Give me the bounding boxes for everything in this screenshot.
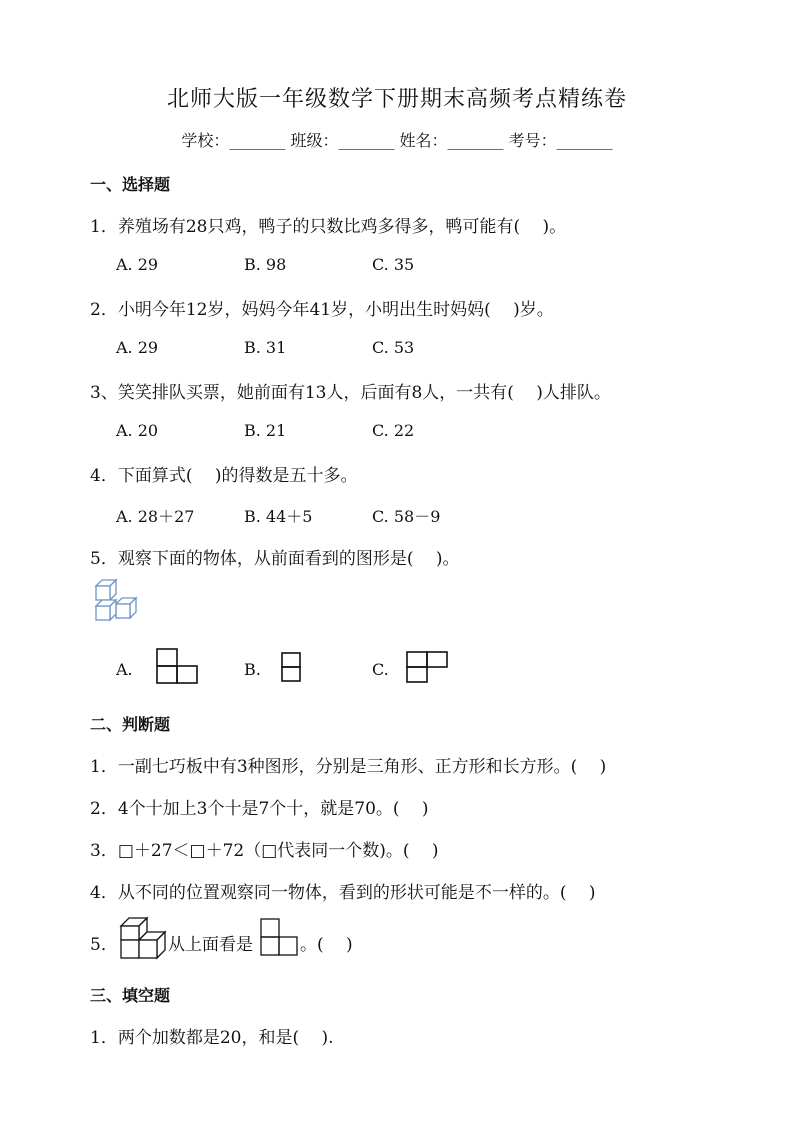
student-info-line: 学校：_______ 班级：_______ 姓名：_______ 考号：_______ <box>181 131 613 150</box>
page-title: 北师大版一年级数学下册期末高频考点精练卷 <box>166 87 627 112</box>
question-2-1: 1．一副七巧板中有3种图形，分别是三角形、正方形和长方形。( ) <box>90 757 607 777</box>
option-1-1-a: A. 29 <box>116 255 159 274</box>
option-c-shape <box>406 651 450 685</box>
option-b-shape <box>281 652 303 684</box>
option-1-4-c: C. 58－9 <box>372 507 441 526</box>
cube-pair-figure <box>119 916 167 960</box>
question-2-4: 4．从不同的位置观察同一物体，看到的形状可能是不一样的。( ) <box>90 883 596 903</box>
question-2-5-prefix: 5． <box>90 935 118 955</box>
option-1-2-a: A. 29 <box>116 338 159 357</box>
option-1-2-b: B. 31 <box>244 338 287 357</box>
option-1-1-c: C. 35 <box>372 255 415 274</box>
question-2-2: 2．4个十加上3个十是7个十，就是70。( ) <box>90 799 429 819</box>
section-heading-choice: 一、选择题 <box>90 175 171 194</box>
option-1-5-c: C. <box>372 660 389 679</box>
option-a-shape <box>156 648 200 684</box>
question-3-1: 1．两个加数都是20，和是( ). <box>90 1028 334 1048</box>
option-1-2-c: C. 53 <box>372 338 415 357</box>
option-1-5-a: A. <box>116 660 133 679</box>
option-1-3-c: C. 22 <box>372 421 415 440</box>
option-1-3-a: A. 20 <box>116 421 159 440</box>
section-heading-fill: 三、填空题 <box>90 986 171 1005</box>
top-view-shape <box>260 918 300 958</box>
question-2-5-suffix: 。( ) <box>300 935 353 955</box>
question-1-3: 3、笑笑排队买票，她前面有13人，后面有8人，一共有( )人排队。 <box>90 383 611 403</box>
option-1-1-b: B. 98 <box>244 255 287 274</box>
question-2-5-mid: 从上面看是 <box>168 935 253 955</box>
question-1-1: 1．养殖场有28只鸡，鸭子的只数比鸡多得多，鸭可能有( )。 <box>90 217 567 237</box>
section-heading-judgement: 二、判断题 <box>90 715 171 734</box>
option-1-4-a: A. 28＋27 <box>116 507 195 526</box>
question-1-4: 4．下面算式( )的得数是五十多。 <box>90 466 358 486</box>
option-1-5-b: B. <box>244 660 261 679</box>
option-1-3-b: B. 21 <box>244 421 287 440</box>
question-1-2: 2．小明今年12岁，妈妈今年41岁，小明出生时妈妈( )岁。 <box>90 300 554 320</box>
cube-stack-figure <box>92 578 144 630</box>
question-2-3: 3．□＋27＜□＋72（□代表同一个数)。( ) <box>90 841 439 861</box>
option-1-4-b: B. 44＋5 <box>244 507 313 526</box>
question-1-5: 5．观察下面的物体，从前面看到的图形是( )。 <box>90 549 460 569</box>
